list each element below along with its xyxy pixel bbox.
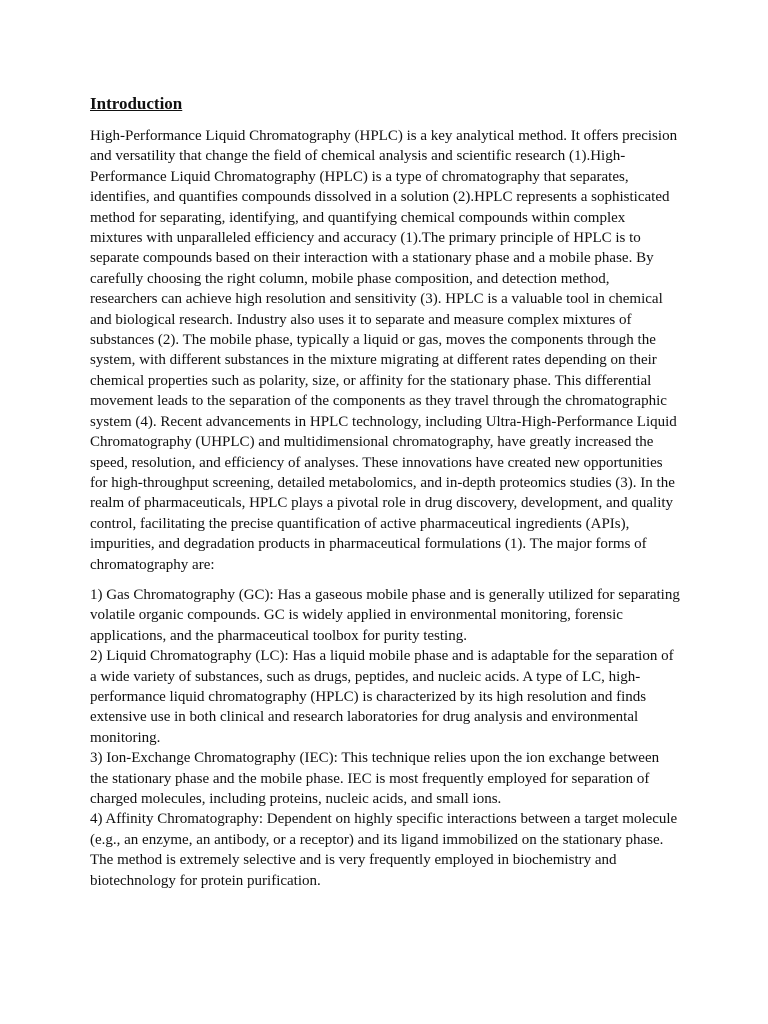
document-page (90, 92, 680, 891)
list-item-liquid-chromatography: 2) Liquid Chromatography (LC): Has a liquid mobile phase and is adaptable for the separation of a wide variety of substances, such as drugs, peptides, and nucleic acids. A type of LC, high-performance liquid chromatography (HPLC) is characterized by its high resolution and finds extensive use in both clinical and research laboratories for drug analysis and environmental monitoring. (90, 648, 674, 746)
list-item-ion-exchange-chromatography: 3) Ion-Exchange Chromatography (IEC): This technique relies upon the ion exchange between the stationary phase and the mobile phase. IEC is most frequently employed for separation of charged molecules, including proteins, nucleic acids, and small ions. (90, 750, 660, 807)
list-item-gas-chromatography: 1) Gas Chromatography (GC): Has a gaseous mobile phase and is generally utilized for separating volatile organic compounds. GC is widely applied in environmental monitoring, forensic applications, and the pharmaceutical toolbox for purity testing. (90, 586, 680, 644)
list-item-affinity-chromatography: 4) Affinity Chromatography: Dependent on highly specific interactions between a target molecule (e.g., an enzyme, an antibody, or a receptor) and its ligand immobilized on the stationary phase. The method is extremely selective and is very frequently employed in biochemistry and biotechnology for protein purification. (90, 811, 678, 889)
intro-paragraph: High-Performance Liquid Chromatography (HPLC) is a key analytical method. It offers precision and versatility that change the field of chemical analysis and scientific research (1).High-Performance Liquid Chromatography (HPLC) is a type of chromatography that separates, identifies, and quantifies compounds dissolved in a solution (2).HPLC represents a sophisticated method for separating, identifying, and quantifying chemical compounds within complex mixtures with unparalleled efficiency and accuracy (1).The primary principle of HPLC is to separate compounds based on their interaction with a stationary phase and a mobile phase. By carefully choosing the right column, mobile phase composition, and detection method, researchers can achieve high resolution and sensitivity (3). HPLC is a valuable tool in chemical and biological research. Industry also uses it to separate and measure complex mixtures of substances (2). The mobile phase, typically a liquid or gas, moves the components through the system, with different substances in the mixture migrating at different rates depending on their chemical properties such as polarity, size, or affinity for the stationary phase. This differential movement leads to the separation of the components as they travel through the chromatographic system (4). Recent advancements in HPLC technology, including Ultra-High-Performance Liquid Chromatography (UHPLC) and multidimensional chromatography, have greatly increased the speed, resolution, and efficiency of analyses. These innovations have created new opportunities for high-throughput screening, detailed metabolomics, and in-depth proteomics studies (3). In the realm of pharmaceuticals, HPLC plays a pivotal role in drug discovery, development, and quality control, facilitating the precise quantification of active pharmaceutical ingredients (APIs), impurities, and degradation products in pharmaceutical formulations (1). The major forms of chromatography are: (90, 128, 678, 573)
chromatography-forms-list (90, 585, 680, 891)
section-heading: Introduction (90, 94, 183, 113)
